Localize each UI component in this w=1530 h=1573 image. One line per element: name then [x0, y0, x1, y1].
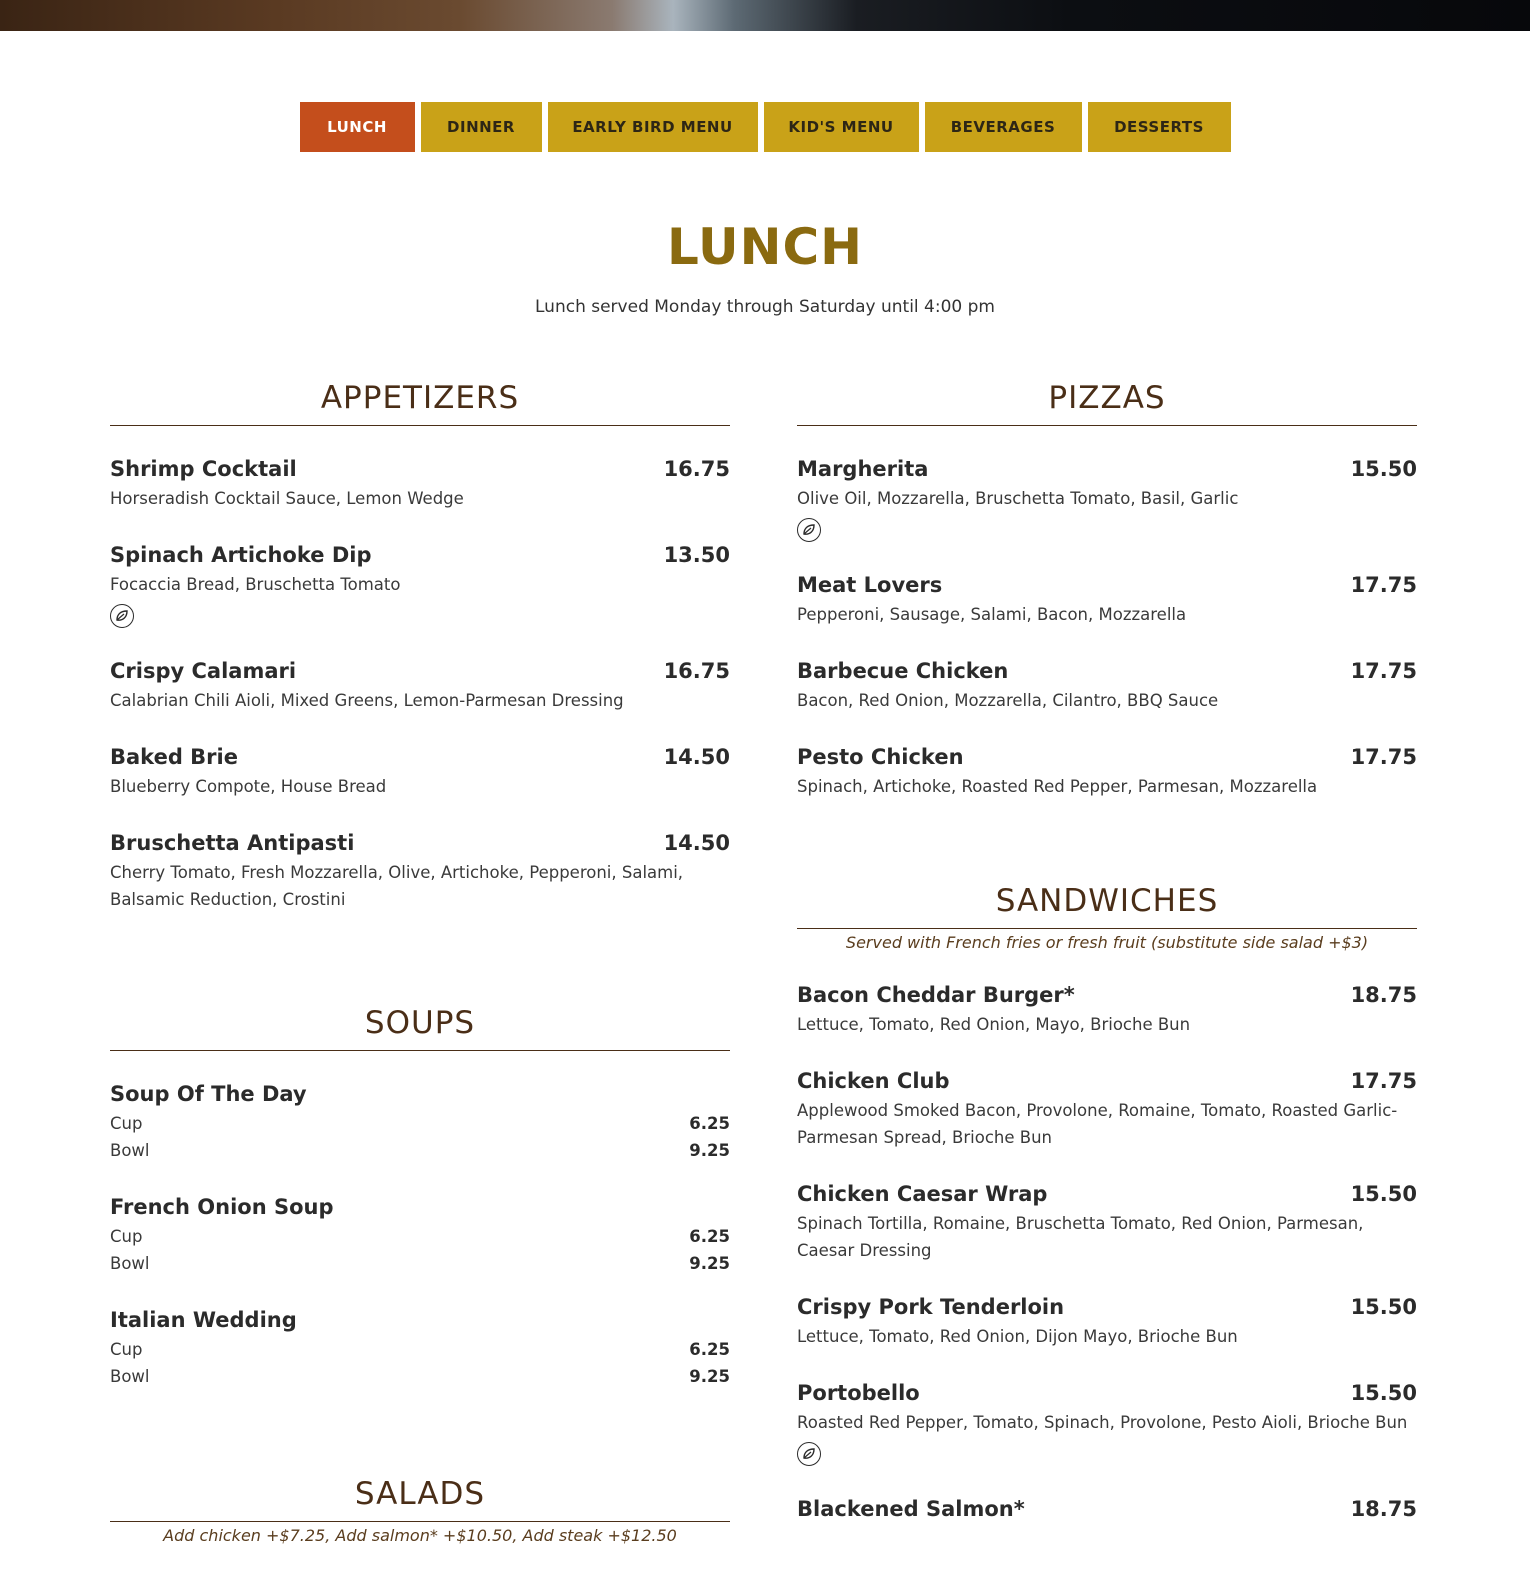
menu-item	[110, 457, 730, 512]
section-title: APPETIZERS	[110, 380, 730, 426]
vegetarian-icon	[797, 1442, 821, 1466]
item-price: 14.50	[663, 745, 730, 769]
size-price: 6.25	[689, 1340, 730, 1359]
item-name: Shrimp Cocktail	[110, 457, 297, 481]
item-name: Portobello	[797, 1381, 920, 1405]
item-price: 14.50	[663, 831, 730, 855]
size-price: 9.25	[689, 1141, 730, 1160]
menu-item	[797, 1182, 1417, 1264]
item-description: Spinach Tortilla, Romaine, Bruschetta Tomato, Red Onion, Parmesan, Caesar Dressing	[797, 1214, 1364, 1260]
size-price: 9.25	[689, 1367, 730, 1386]
item-description: Horseradish Cocktail Sauce, Lemon Wedge	[110, 489, 464, 508]
item-description: Lettuce, Tomato, Red Onion, Dijon Mayo, Brioche Bun	[797, 1327, 1238, 1346]
item-price: 15.50	[1350, 1381, 1417, 1405]
item-price: 15.50	[1350, 1182, 1417, 1206]
size-price: 6.25	[689, 1227, 730, 1246]
item-name: Pesto Chicken	[797, 745, 964, 769]
size-label: Cup	[110, 1114, 143, 1133]
left-column	[110, 380, 730, 1545]
menu-item	[797, 659, 1417, 714]
item-price: 15.50	[1350, 1295, 1417, 1319]
size-row	[110, 1250, 730, 1277]
menu-item	[797, 1381, 1417, 1466]
item-description: Applewood Smoked Bacon, Provolone, Romaine, Tomato, Roasted Garlic-Parmesan Spread, Brioche Bun	[797, 1101, 1398, 1147]
section-title: SALADS	[110, 1476, 730, 1522]
menu-item	[110, 543, 730, 628]
item-name: Baked Brie	[110, 745, 238, 769]
item-description: Blueberry Compote, House Bread	[110, 777, 387, 796]
menu-item	[797, 1295, 1417, 1350]
item-price: 16.75	[663, 659, 730, 683]
section-note: Add chicken +$7.25, Add salmon* +$10.50, Add steak +$12.50	[163, 1526, 677, 1545]
sandwiches-section	[797, 883, 1417, 1521]
menu-item	[797, 983, 1417, 1038]
size-price: 9.25	[689, 1254, 730, 1273]
tab-lunch[interactable]: LUNCH	[300, 102, 415, 152]
menu-item	[110, 745, 730, 800]
item-name: Bacon Cheddar Burger*	[797, 983, 1075, 1007]
menu-item	[110, 1195, 730, 1277]
menu-item	[110, 1082, 730, 1164]
size-label: Cup	[110, 1227, 143, 1246]
size-row	[110, 1223, 730, 1250]
menu-subtitle: Lunch served Monday through Saturday until 4:00 pm	[535, 297, 995, 317]
item-price: 18.75	[1350, 983, 1417, 1007]
right-column	[797, 380, 1417, 1521]
size-price: 6.25	[689, 1114, 730, 1133]
size-label: Bowl	[110, 1141, 150, 1160]
item-name: Chicken Club	[797, 1069, 950, 1093]
item-price: 17.75	[1350, 745, 1417, 769]
item-description: Lettuce, Tomato, Red Onion, Mayo, Brioche Bun	[797, 1015, 1191, 1034]
item-description: Focaccia Bread, Bruschetta Tomato	[110, 575, 401, 594]
size-label: Bowl	[110, 1367, 150, 1386]
item-name: Crispy Calamari	[110, 659, 297, 683]
item-price: 17.75	[1350, 1069, 1417, 1093]
menu-tabs	[0, 102, 1530, 152]
menu-item	[797, 1069, 1417, 1151]
item-price: 15.50	[1350, 457, 1417, 481]
size-label: Bowl	[110, 1254, 150, 1273]
tab-desserts[interactable]: DESSERTS	[1088, 102, 1231, 152]
item-name: Blackened Salmon*	[797, 1497, 1025, 1521]
tab-kids-menu[interactable]: KID'S MENU	[764, 102, 919, 152]
item-description: Cherry Tomato, Fresh Mozzarella, Olive, Artichoke, Pepperoni, Salami, Balsamic Reduction, Crostini	[110, 863, 684, 909]
item-name: Soup Of The Day	[110, 1082, 307, 1106]
appetizers-section	[110, 380, 730, 913]
size-label: Cup	[110, 1340, 143, 1359]
menu-item	[797, 1497, 1417, 1521]
size-row	[110, 1363, 730, 1390]
item-price: 13.50	[663, 543, 730, 567]
soups-section	[110, 1005, 730, 1390]
tab-early-bird-menu[interactable]: EARLY BIRD MENU	[548, 102, 758, 152]
item-name: Meat Lovers	[797, 573, 943, 597]
menu-item	[797, 457, 1417, 542]
item-name: Crispy Pork Tenderloin	[797, 1295, 1065, 1319]
section-note: Served with French fries or fresh fruit (substitute side salad +$3)	[845, 933, 1369, 952]
section-title: SANDWICHES	[797, 883, 1417, 929]
item-name: French Onion Soup	[110, 1195, 334, 1219]
size-row	[110, 1110, 730, 1137]
vegetarian-icon	[797, 518, 821, 542]
item-description: Olive Oil, Mozzarella, Bruschetta Tomato, Basil, Garlic	[797, 489, 1239, 508]
item-name: Chicken Caesar Wrap	[797, 1182, 1048, 1206]
item-description: Pepperoni, Sausage, Salami, Bacon, Mozzarella	[797, 605, 1187, 624]
item-description: Roasted Red Pepper, Tomato, Spinach, Provolone, Pesto Aioli, Brioche Bun	[797, 1413, 1408, 1432]
vegetarian-icon	[110, 604, 134, 628]
menu-item	[110, 831, 730, 913]
menu-item	[797, 573, 1417, 628]
size-row	[110, 1336, 730, 1363]
tab-beverages[interactable]: BEVERAGES	[925, 102, 1082, 152]
section-title: SOUPS	[110, 1005, 730, 1051]
item-description: Calabrian Chili Aioli, Mixed Greens, Lemon-Parmesan Dressing	[110, 691, 624, 710]
tab-dinner[interactable]: DINNER	[421, 102, 542, 152]
item-name: Bruschetta Antipasti	[110, 831, 355, 855]
item-description: Spinach, Artichoke, Roasted Red Pepper, Parmesan, Mozzarella	[797, 777, 1318, 796]
menu-title: LUNCH	[666, 218, 864, 276]
item-price: 16.75	[663, 457, 730, 481]
section-title: PIZZAS	[797, 380, 1417, 426]
item-name: Margherita	[797, 457, 929, 481]
item-name: Barbecue Chicken	[797, 659, 1009, 683]
menu-item	[797, 745, 1417, 800]
item-name: Spinach Artichoke Dip	[110, 543, 372, 567]
item-price: 18.75	[1350, 1497, 1417, 1521]
size-row	[110, 1137, 730, 1164]
item-price: 17.75	[1350, 573, 1417, 597]
menu-item	[110, 1308, 730, 1390]
pizzas-section	[797, 380, 1417, 800]
item-description: Bacon, Red Onion, Mozzarella, Cilantro, BBQ Sauce	[797, 691, 1219, 710]
item-price: 17.75	[1350, 659, 1417, 683]
salads-section	[110, 1476, 730, 1545]
hero-image-strip	[0, 0, 1530, 31]
menu-item	[110, 659, 730, 714]
item-name: Italian Wedding	[110, 1308, 297, 1332]
